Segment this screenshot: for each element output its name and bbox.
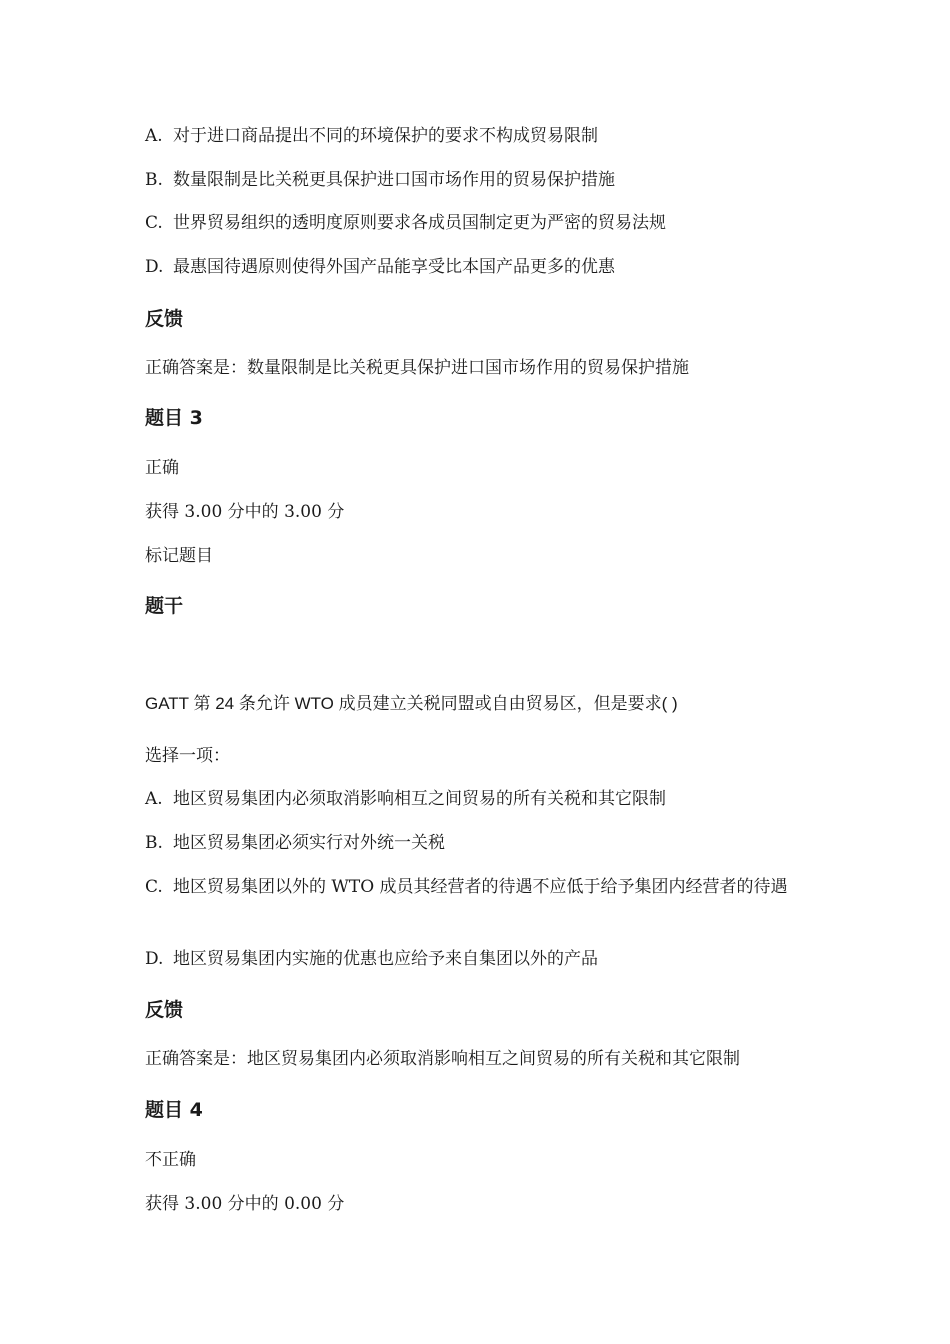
q3-question-text: GATT 第 24 条允许 WTO 成员建立关税同盟或自由贸易区，但是要求( ) [145,694,678,713]
option-letter: C. [145,213,163,233]
option-text: 世界贸易组织的透明度原则要求各成员国制定更为严密的贸易法规 [173,213,666,233]
q3-option-a[interactable] [145,787,666,811]
q3-status: 正确 [145,458,179,478]
q2-correct-answer: 正确答案是：数量限制是比关税更具保护进口国市场作用的贸易保护措施 [145,358,689,378]
option-letter: C. [145,877,163,897]
q3-option-b[interactable] [145,831,445,855]
option-text: 数量限制是比关税更具保护进口国市场作用的贸易保护措施 [173,170,615,190]
q2-option-c[interactable] [145,211,666,235]
q3-title: 题目 3 [145,407,203,429]
option-text: 最惠国待遇原则使得外国产品能享受比本国产品更多的优惠 [173,257,615,277]
option-letter: D. [145,949,164,969]
q3-option-c[interactable] [145,873,825,901]
q3-feedback-heading: 反馈 [145,999,184,1021]
option-text: 地区贸易集团内必须取消影响相互之间贸易的所有关税和其它限制 [173,789,666,809]
q3-option-d[interactable] [145,947,598,971]
option-text: 地区贸易集团必须实行对外统一关税 [173,833,445,853]
q3-stem-heading: 题干 [145,595,184,617]
option-letter: B. [145,170,163,190]
q2-feedback-heading: 反馈 [145,308,184,330]
option-letter: D. [145,257,164,277]
q3-score: 获得 3.00 分中的 3.00 分 [145,502,345,522]
q2-option-a[interactable] [145,124,598,148]
q4-title: 题目 4 [145,1099,203,1121]
option-letter: B. [145,833,163,853]
q2-option-b[interactable] [145,168,615,192]
q3-correct-answer: 正确答案是：地区贸易集团内必须取消影响相互之间贸易的所有关税和其它限制 [145,1049,740,1069]
option-letter: A. [145,126,163,146]
q4-status: 不正确 [145,1150,196,1170]
option-text: 对于进口商品提出不同的环境保护的要求不构成贸易限制 [173,126,598,146]
q4-score: 获得 3.00 分中的 0.00 分 [145,1194,345,1214]
option-text: 地区贸易集团以外的 WTO 成员其经营者的待遇不应低于给予集团内经营者的待遇 [173,877,788,897]
q2-option-d[interactable] [145,255,615,279]
option-text: 地区贸易集团内实施的优惠也应给予来自集团以外的产品 [173,949,598,969]
option-letter: A. [145,789,163,809]
q3-choose-prompt: 选择一项： [145,746,230,766]
q3-flag-link[interactable]: 标记题目 [145,546,213,566]
